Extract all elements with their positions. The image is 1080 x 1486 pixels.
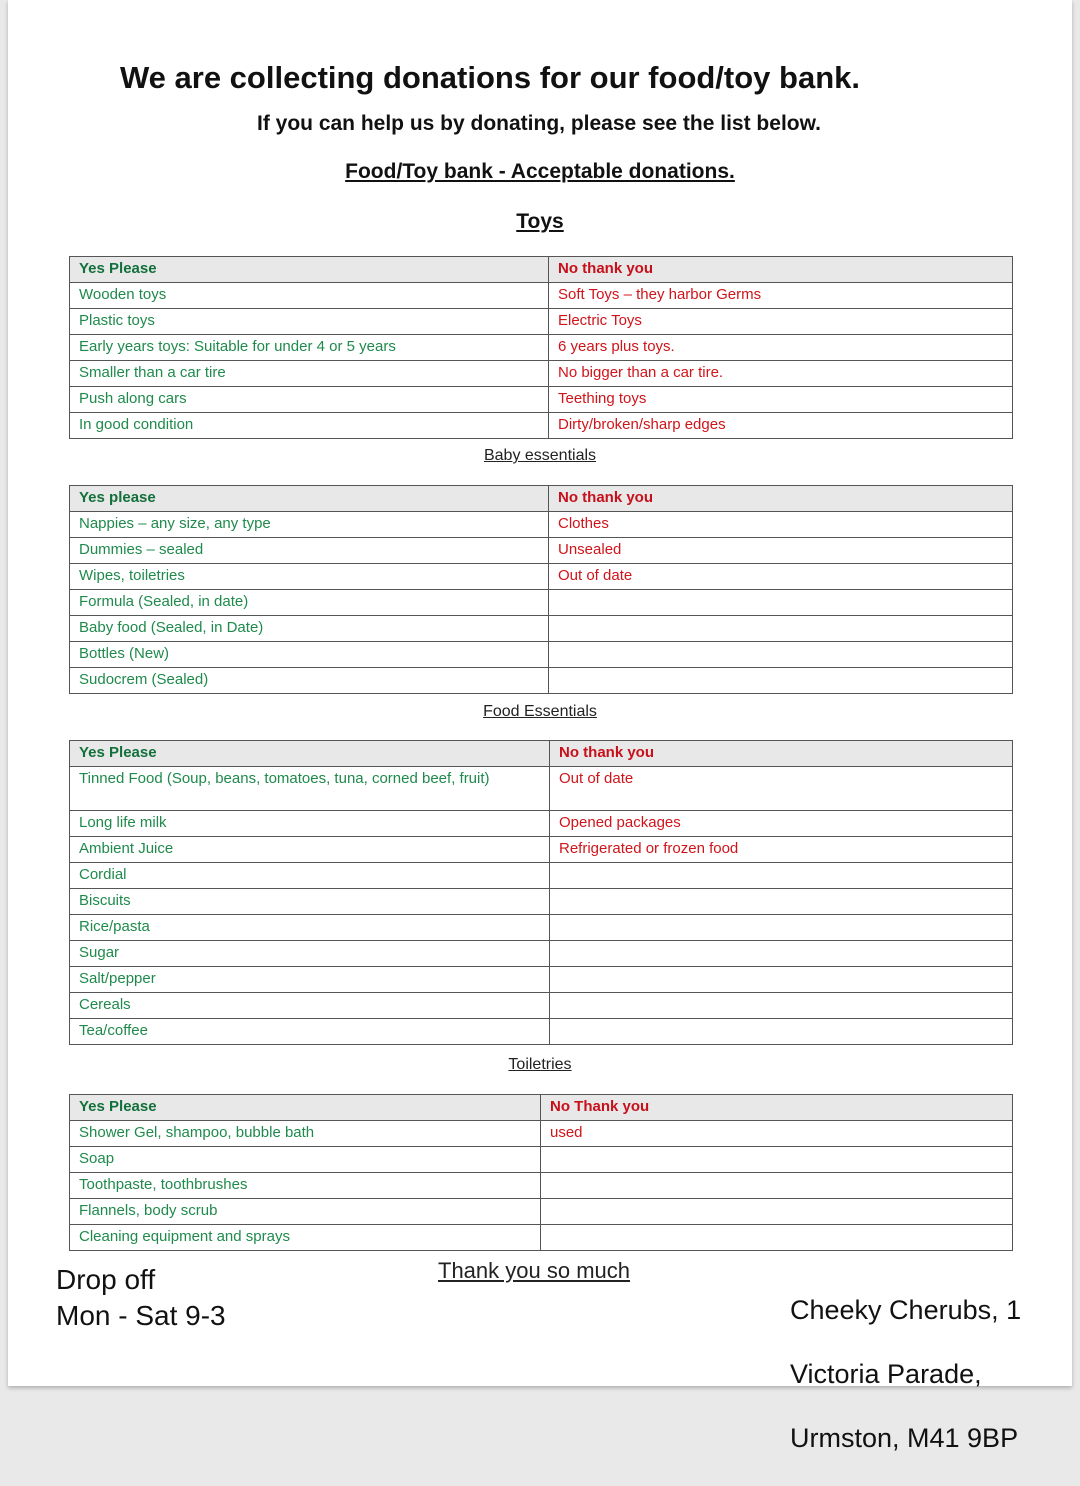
rejected-item: Clothes (549, 512, 1013, 538)
drop-off-info (56, 1262, 226, 1334)
rejected-item: Soft Toys – they harbor Germs (549, 283, 1013, 309)
accepted-item: Soap (70, 1147, 541, 1173)
rejected-item (549, 642, 1013, 668)
accepted-item: Cereals (70, 993, 550, 1019)
accepted-item: Smaller than a car tire (70, 361, 549, 387)
rejected-item (541, 1199, 1013, 1225)
rejected-item (550, 941, 1013, 967)
accepted-item: Rice/pasta (70, 915, 550, 941)
table-header-row (70, 486, 1013, 512)
accepted-item: Early years toys: Suitable for under 4 or 5 years (70, 335, 549, 361)
baby-essentials-table (69, 485, 1013, 694)
rejected-item (549, 668, 1013, 694)
table-row (70, 642, 1013, 668)
no-thank-you-header: No thank you (549, 486, 1013, 512)
table-row (70, 767, 1013, 811)
accepted-item: Shower Gel, shampoo, bubble bath (70, 1121, 541, 1147)
accepted-item: Formula (Sealed, in date) (70, 590, 549, 616)
drop-off-label: Drop off (56, 1264, 156, 1295)
section-label-toys: Toys (516, 210, 564, 233)
rejected-item (541, 1147, 1013, 1173)
table-row (70, 941, 1013, 967)
rejected-item: Dirty/broken/sharp edges (549, 413, 1013, 439)
table-row (70, 811, 1013, 837)
accepted-item: Nappies – any size, any type (70, 512, 549, 538)
accepted-item: Biscuits (70, 889, 550, 915)
address (790, 1262, 1021, 1486)
thank-you-note: Thank you so much (438, 1258, 630, 1283)
page-subtitle: If you can help us by donating, please see the list below. (256, 112, 821, 135)
accepted-item: Salt/pepper (70, 967, 550, 993)
no-thank-you-header: No thank you (549, 257, 1013, 283)
rejected-item: Opened packages (550, 811, 1013, 837)
page-title: We are collecting donations for our food/toy bank. (119, 60, 861, 95)
table-row (70, 283, 1013, 309)
rejected-item: Out of date (550, 767, 1013, 811)
accepted-item: In good condition (70, 413, 549, 439)
accepted-item: Wooden toys (70, 283, 549, 309)
table-row (70, 1019, 1013, 1045)
accepted-item: Plastic toys (70, 309, 549, 335)
table-row (70, 413, 1013, 439)
yes-please-header: Yes Please (70, 741, 550, 767)
rejected-item (550, 915, 1013, 941)
accepted-item: Ambient Juice (70, 837, 550, 863)
yes-please-header: Yes please (70, 486, 549, 512)
rejected-item (541, 1173, 1013, 1199)
table-row (70, 590, 1013, 616)
accepted-item: Dummies – sealed (70, 538, 549, 564)
table-row (70, 309, 1013, 335)
accepted-item: Cordial (70, 863, 550, 889)
accepted-item: Tea/coffee (70, 1019, 550, 1045)
accepted-item: Flannels, body scrub (70, 1199, 541, 1225)
rejected-item: Out of date (549, 564, 1013, 590)
accepted-item: Bottles (New) (70, 642, 549, 668)
rejected-item: Refrigerated or frozen food (550, 837, 1013, 863)
table-header-row (70, 257, 1013, 283)
table-header-row (70, 1095, 1013, 1121)
table-row (70, 668, 1013, 694)
table-row (70, 361, 1013, 387)
accepted-item: Sugar (70, 941, 550, 967)
accepted-item: Tinned Food (Soup, beans, tomatoes, tuna, corned beef, fruit) (70, 767, 550, 811)
table-row (70, 889, 1013, 915)
rejected-item (550, 889, 1013, 915)
accepted-item: Wipes, toiletries (70, 564, 549, 590)
no-thank-you-header: No Thank you (541, 1095, 1013, 1121)
address-line: Urmston, M41 9BP (790, 1423, 1019, 1453)
rejected-item (550, 993, 1013, 1019)
toys-table (69, 256, 1013, 439)
rejected-item: used (541, 1121, 1013, 1147)
yes-please-header: Yes Please (70, 1095, 541, 1121)
table-row (70, 993, 1013, 1019)
drop-off-hours: Mon - Sat 9-3 (56, 1300, 226, 1331)
rejected-item (549, 590, 1013, 616)
table-row (70, 1225, 1013, 1251)
accepted-item: Toothpaste, toothbrushes (70, 1173, 541, 1199)
section-label-toiletries: Toiletries (508, 1056, 572, 1073)
yes-please-header: Yes Please (70, 257, 549, 283)
rejected-item: Teething toys (549, 387, 1013, 413)
accepted-item: Long life milk (70, 811, 550, 837)
rejected-item: Electric Toys (549, 309, 1013, 335)
accepted-item: Cleaning equipment and sprays (70, 1225, 541, 1251)
rejected-item (550, 967, 1013, 993)
table-row (70, 1173, 1013, 1199)
section-label-food-essentials: Food Essentials (483, 703, 597, 720)
rejected-item: Unsealed (549, 538, 1013, 564)
rejected-item (550, 1019, 1013, 1045)
table-row (70, 538, 1013, 564)
accepted-item: Sudocrem (Sealed) (70, 668, 549, 694)
rejected-item (550, 863, 1013, 889)
accepted-item: Baby food (Sealed, in Date) (70, 616, 549, 642)
no-thank-you-header: No thank you (550, 741, 1013, 767)
table-row (70, 1199, 1013, 1225)
table-row (70, 564, 1013, 590)
table-row (70, 967, 1013, 993)
table-row (70, 1147, 1013, 1173)
toiletries-table (69, 1094, 1013, 1251)
table-row (70, 837, 1013, 863)
rejected-item: 6 years plus toys. (549, 335, 1013, 361)
address-line: Cheeky Cherubs, 1 (790, 1295, 1022, 1325)
address-line: Victoria Parade, (790, 1359, 982, 1389)
table-row (70, 863, 1013, 889)
table-row (70, 915, 1013, 941)
table-header-row (70, 741, 1013, 767)
accepted-item: Push along cars (70, 387, 549, 413)
section-label-baby-essentials: Baby essentials (483, 447, 597, 464)
table-row (70, 335, 1013, 361)
table-row (70, 512, 1013, 538)
list-heading: Food/Toy bank - Acceptable donations. (345, 160, 735, 183)
rejected-item (541, 1225, 1013, 1251)
food-essentials-table (69, 740, 1013, 1045)
rejected-item: No bigger than a car tire. (549, 361, 1013, 387)
table-row (70, 616, 1013, 642)
table-row (70, 387, 1013, 413)
table-row (70, 1121, 1013, 1147)
rejected-item (549, 616, 1013, 642)
